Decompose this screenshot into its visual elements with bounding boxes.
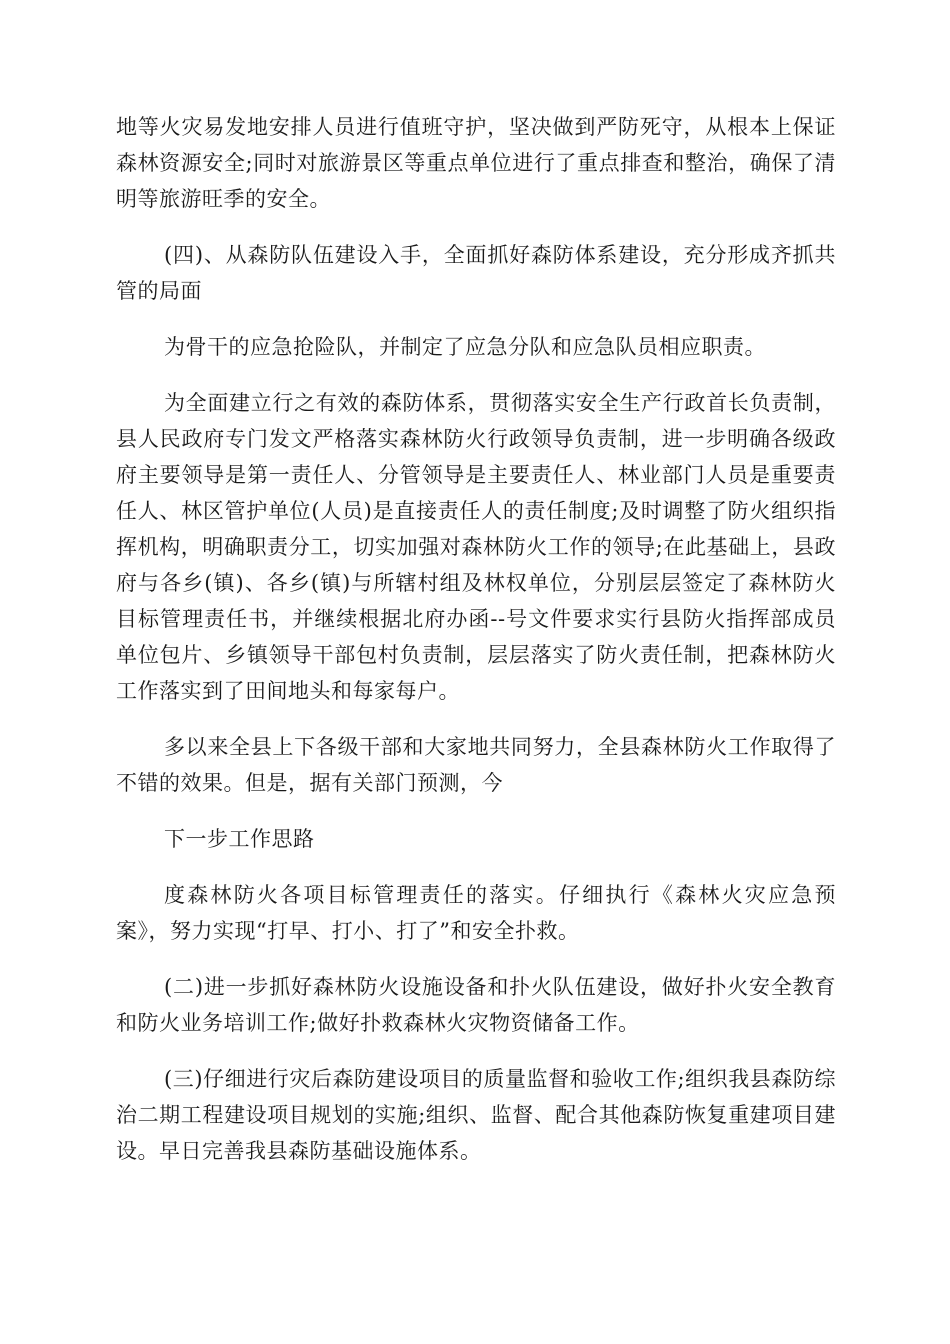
paragraph-5: 多以来全县上下各级干部和大家地共同努力，全县森林防火工作取得了不错的效果。但是，据有关部门预测，今 — [116, 735, 836, 795]
paragraph-2-heading: (四)、从森防队伍建设入手，全面抓好森防体系建设，充分形成齐抓共管的局面 — [116, 243, 836, 303]
paragraph-7: 度森林防火各项目标管理责任的落实。仔细执行《森林火灾应急预案》，努力实现“打早、打小、打了”和安全扑救。 — [116, 883, 836, 943]
paragraph-9: (三)仔细进行灾后森防建设项目的质量监督和验收工作;组织我县森防综治二期工程建设项目规划的实施;组织、监督、配合其他森防恢复重建项目建设。早日完善我县森防基础设施体系。 — [116, 1067, 836, 1163]
section-heading: 下一步工作思路 — [164, 827, 315, 851]
paragraph-3: 为骨干的应急抢险队，并制定了应急分队和应急队员相应职责。 — [164, 335, 766, 359]
paragraph-1: 地等火灾易发地安排人员进行值班守护，坚决做到严防死守，从根本上保证森林资源安全;同时对旅游景区等重点单位进行了重点排查和整治，确保了清明等旅游旺季的安全。 — [116, 115, 836, 211]
paragraph-4: 为全面建立行之有效的森防体系，贯彻落实安全生产行政首长负责制，县人民政府专门发文严格落实森林防火行政领导负责制，进一步明确各级政府主要领导是第一责任人、分管领导是主要责任人、林业部门人员是重要责任人、林区管护单位(人员)是直接责任人的责任制度;及时调整了防火组织指挥机构，明确职责分工，切实加强对森林防火工作的领导;在此基础上，县政府与各乡(镇)、各乡(镇)与所辖村组及林权单位，分别层层签定了森林防火目标管理责任书，并继续根据北府办函--号文件要求实行县防火指挥部成员单位包片、乡镇领导干部包村负责制，层层落实了防火责任制，把森林防火工作落实到了田间地头和每家每户。 — [116, 391, 836, 703]
document-body — [116, 109, 836, 1189]
paragraph-8: (二)进一步抓好森林防火设施设备和扑火队伍建设，做好扑火安全教育和防火业务培训工作;做好扑救森林火灾物资储备工作。 — [116, 975, 836, 1035]
